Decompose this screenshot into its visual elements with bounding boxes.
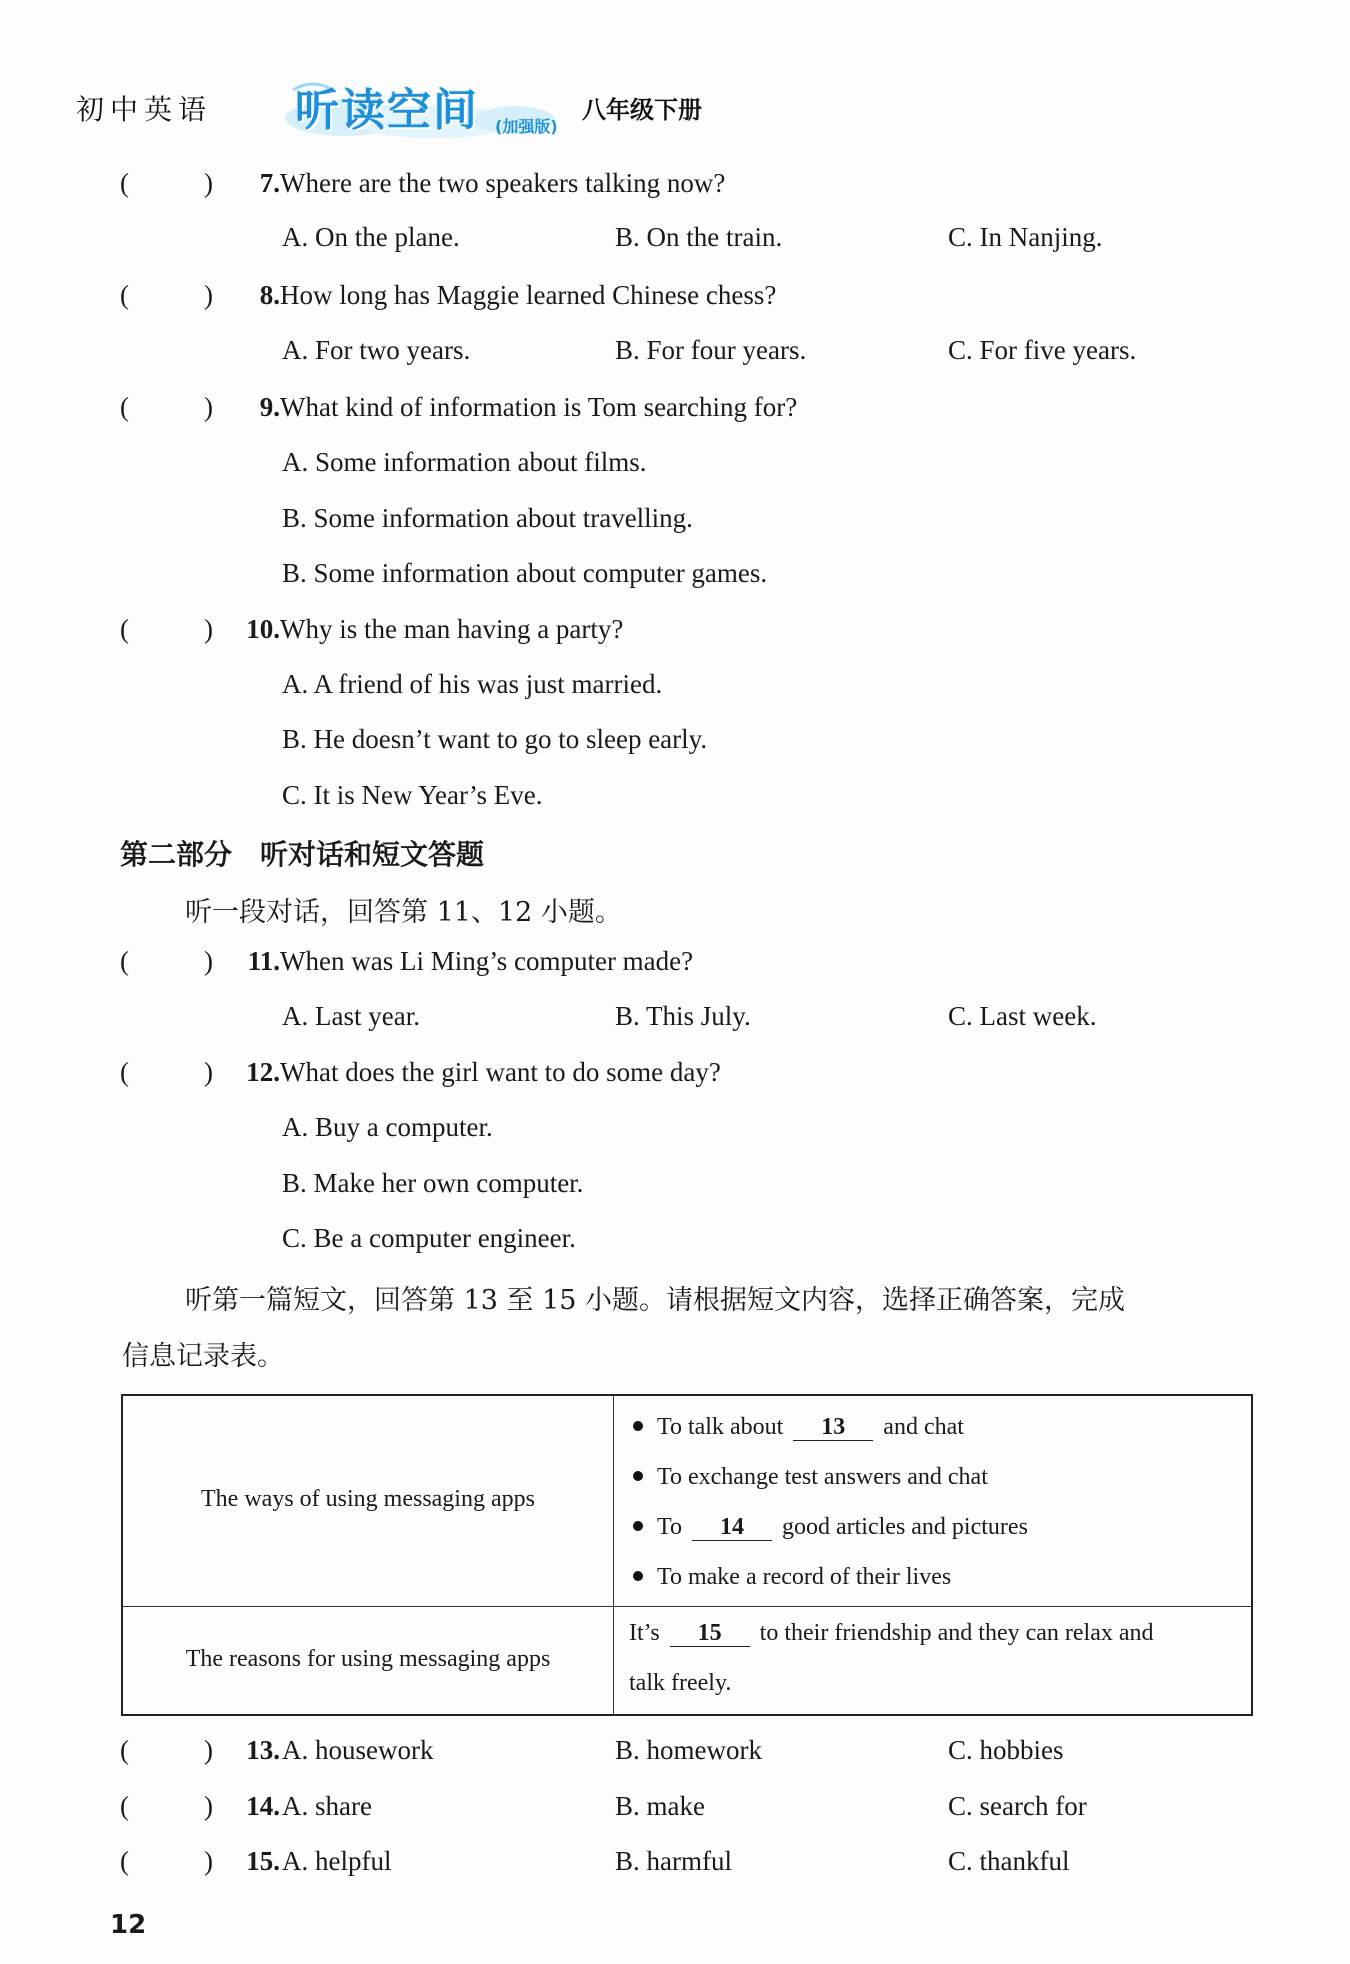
info-record-table: [121, 1394, 1253, 1716]
grade-label: 八年级下册: [582, 96, 702, 124]
option: B. This July.: [615, 1001, 751, 1031]
option: C. hobbies: [948, 1735, 1064, 1765]
page-number: 12: [110, 1910, 147, 1940]
table-row-label: The ways of using messaging apps: [201, 1486, 535, 1512]
bullet-icon: [633, 1521, 643, 1531]
option: B. He doesn’t want to go to sleep early.: [282, 724, 708, 754]
question-text: Why is the man having a party?: [280, 614, 624, 644]
instruction: 信息记录表。: [122, 1341, 284, 1372]
option: B. On the train.: [615, 222, 783, 252]
option: B. Some information about computer games.: [282, 558, 768, 588]
option: B. homework: [615, 1735, 762, 1765]
question-number: 8.: [259, 280, 280, 310]
table-row-label: The reasons for using messaging apps: [185, 1646, 551, 1672]
option: B. make: [615, 1791, 705, 1821]
option: B. harmful: [615, 1846, 732, 1876]
fill-blank-14[interactable]: 14: [692, 1514, 772, 1541]
bullet-icon: [633, 1571, 643, 1581]
option: A. For two years.: [282, 335, 471, 365]
table-divider: [613, 1396, 614, 1714]
question-number: 14.: [246, 1791, 280, 1821]
instruction: 听一段对话，回答第 11、12 小题。: [185, 897, 622, 928]
question-number: 15.: [246, 1846, 280, 1876]
option: C. For five years.: [948, 335, 1137, 365]
brand-logo-text: 听读空间: [295, 85, 479, 136]
worksheet-page: 初中英语 听读空间 (加强版) 八年级下册 ( ) 7. Where are the two speakers talking now? A. On the plane. B. On the train. C. In Nanjing. ( ) 8. How long has Maggie learned Chinese chess? A. For two years. B. For four years. C. For five years. ( ) 9. What kind of information is Tom searching for? A. Some information about films. B. Some information about travelling. B. Some information about computer games. ( ) 10. Why is the man having a party? A. A friend of his was just married. B. He doesn’t want to go to sleep early. C. It is New Year’s Eve. 第二部分 听对话和短文答题 听一段对话，回答第 11、12 小题。 ( ) 11. When was Li Ming’s computer made? A. Last year. B. This July. C. Last week. ( ) 12. What does the girl want to do some day? A. Buy a computer. B. Make her own computer. C. Be a computer engineer. 听第一篇短文，回答第 13 至 15 小题。请根据短文内容，选择正确答案，完成 信息记录表。 The ways of using messaging apps To talk about 13 and chat To exchange test answers and chat To 14 good articles and pictures To make a record of their lives The reasons for using messaging apps It’s 15 to their friendship and they can relax and talk freely. ( ) 13. A. housework B. homework C. hobbies ( ) 14. A. share B. make C. search for ( ) 15. A. helpful B. harmful C. thankful 12: [0, 0, 1350, 1964]
option: A. helpful: [282, 1846, 392, 1876]
question-text: What kind of information is Tom searching for?: [280, 392, 798, 422]
question-text: How long has Maggie learned Chinese chess?: [280, 280, 777, 310]
question-number: 7.: [259, 168, 280, 198]
option: A. share: [282, 1791, 372, 1821]
option: A. A friend of his was just married.: [282, 669, 663, 699]
option: C. Last week.: [948, 1001, 1097, 1031]
fill-blank-15[interactable]: 15: [670, 1620, 750, 1647]
series-title: 初中英语: [76, 93, 213, 126]
table-bullet: To make a record of their lives: [633, 1564, 951, 1591]
table-bullet: To 14 good articles and pictures: [633, 1514, 1028, 1541]
question-number: 10.: [246, 614, 280, 644]
edition-label: (加强版): [495, 117, 558, 136]
option: B. Some information about travelling.: [282, 503, 693, 533]
option: B. Make her own computer.: [282, 1168, 584, 1198]
question-text: What does the girl want to do some day?: [280, 1057, 721, 1087]
option: A. housework: [282, 1735, 434, 1765]
page-header: [70, 70, 770, 140]
table-divider: [123, 1606, 1251, 1607]
table-reason: It’s 15 to their friendship and they can relax and: [629, 1620, 1154, 1646]
fill-blank-13[interactable]: 13: [793, 1414, 873, 1441]
option: C. In Nanjing.: [948, 222, 1103, 252]
instruction: 听第一篇短文，回答第 13 至 15 小题。请根据短文内容，选择正确答案，完成: [185, 1285, 1126, 1316]
question-number: 9.: [259, 392, 280, 422]
question-number: 12.: [246, 1057, 280, 1087]
bullet-icon: [633, 1471, 643, 1481]
section-title: 第二部分 听对话和短文答题: [120, 838, 485, 871]
table-reason: talk freely.: [629, 1670, 732, 1696]
option: C. Be a computer engineer.: [282, 1223, 576, 1253]
question-number: 13.: [246, 1735, 280, 1765]
option: A. On the plane.: [282, 222, 460, 252]
bullet-icon: [633, 1421, 643, 1431]
option: C. It is New Year’s Eve.: [282, 780, 543, 810]
option: B. For four years.: [615, 335, 807, 365]
table-bullet: To exchange test answers and chat: [633, 1464, 988, 1491]
question-text: When was Li Ming’s computer made?: [280, 946, 694, 976]
option: A. Some information about films.: [282, 447, 647, 477]
option: C. thankful: [948, 1846, 1070, 1876]
table-bullet: To talk about 13 and chat: [633, 1414, 964, 1441]
option: A. Last year.: [282, 1001, 420, 1031]
question-text: Where are the two speakers talking now?: [280, 168, 726, 198]
option: C. search for: [948, 1791, 1087, 1821]
option: A. Buy a computer.: [282, 1112, 493, 1142]
question-number: 11.: [247, 946, 280, 976]
